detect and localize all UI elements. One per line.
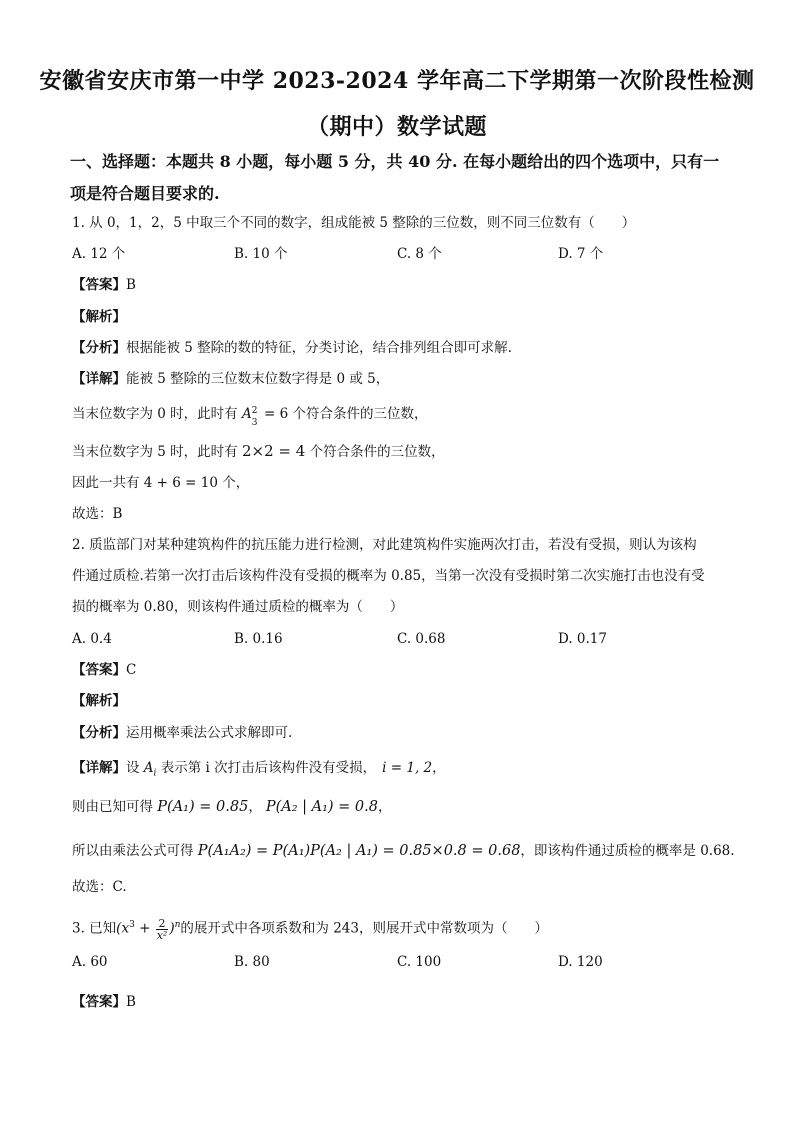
q1-answer-value: B (126, 277, 136, 293)
q3-option-b: B. 80 (234, 954, 270, 970)
q1-option-b: B. 10 个 (234, 246, 288, 262)
q1-detail-row-1 (72, 369, 389, 389)
q3-fraction (156, 918, 169, 941)
q2-jiexi-row (72, 691, 126, 711)
document-title-line-1: 安徽省安庆市第一中学 2023-2024 学年高二下学期第一次阶段性检测 (39, 68, 755, 94)
event-symbol: A (143, 760, 154, 776)
q1-detail-row-3 (72, 441, 445, 462)
q1-detail-row-2 (72, 404, 428, 428)
q1-detail-3-formula: 2×2 = 4 (241, 442, 306, 460)
q1-conclusion: 故选：B (72, 506, 123, 522)
q1-stem: 1. 从 0，1，2，5 中取三个不同的数字，组成能被 5 整除的三位数，则不同三位数有（ ） (72, 215, 636, 231)
q3-binomial-close: ) (169, 920, 175, 937)
q2-conclusion: 故选：C. (72, 879, 127, 895)
q2-detail-row-1 (72, 758, 446, 784)
q2-analysis-text: 运用概率乘法公式求解即可. (126, 725, 293, 741)
q2-option-d: D. 0.17 (558, 631, 607, 647)
xiangjie-label: 【详解】 (72, 371, 126, 387)
q1-detail-text-1: 能被 5 整除的三位数末位数字得是 0 或 5， (126, 371, 390, 387)
q3-option-c: C. 100 (397, 954, 442, 970)
q2-answer-value: C (126, 662, 137, 678)
q3-binomial-exponent: 3 (129, 920, 135, 930)
q1-detail-row-4: 因此一共有 4 + 6 = 10 个， (72, 475, 250, 491)
q3-option-a: A. 60 (72, 954, 108, 970)
q3-binomial-open: (x (116, 920, 130, 937)
q2-detail-row-3 (72, 841, 735, 861)
q2-detail-row-2 (72, 797, 391, 817)
q1-option-a: A. 12 个 (72, 246, 126, 262)
q2-detail-2-sep: ， (248, 799, 262, 815)
q3-option-d: D. 120 (558, 954, 603, 970)
permutation-lower-index: 3 (251, 418, 258, 428)
q2-detail-2-lead: 则由已知可得 (72, 799, 158, 815)
q1-detail-3-tail: 个符合条件的三位数， (305, 444, 445, 460)
q2-detail-3-tail: ，即该构件通过质检的概率是 0.68. (520, 843, 735, 859)
q3-stem-tail: 的展开式中各项系数和为 243，则展开式中常数项为（ ） (180, 920, 548, 937)
answer-label: 【答案】 (72, 662, 126, 678)
jiexi-label: 【解析】 (72, 309, 126, 325)
jiexi-label: 【解析】 (72, 693, 126, 709)
q3-fraction-numerator: 2 (156, 918, 169, 930)
q2-option-c: C. 0.68 (397, 631, 446, 647)
q3-fraction-denominator: x² (156, 928, 168, 942)
q3-answer-value: B (126, 994, 136, 1010)
prob-a1: P(A₁) = 0.85 (157, 799, 249, 815)
q2-stem-line-3: 损的概率为 0.80，则该构件通过质检的概率为（ ） (72, 599, 404, 615)
permutation-upper-index: 2 (251, 406, 258, 416)
q3-binomial-power: n (174, 920, 181, 930)
q1-option-c: C. 8 个 (397, 246, 442, 262)
fenxi-label: 【分析】 (72, 725, 126, 741)
q2-stem-line-2: 件通过质检.若第一次打击后该构件没有受损的概率为 0.85，当第一次没有受损时第二次实施打击也没有受 (72, 568, 705, 584)
q2-detail-1-tail: ， (432, 760, 446, 776)
q2-option-b: B. 0.16 (234, 631, 283, 647)
answer-label: 【答案】 (72, 994, 126, 1010)
q1-detail-3-lead: 当末位数字为 5 时，此时有 (72, 444, 242, 460)
xiangjie-label: 【详解】 (72, 760, 126, 776)
q2-detail-3-lead: 所以由乘法公式可得 (72, 843, 198, 859)
q2-detail-1-lead: 设 (126, 760, 144, 776)
q1-detail-2-tail: = 6 个符合条件的三位数， (259, 406, 428, 422)
q1-option-d: D. 7 个 (558, 246, 604, 262)
index-range: i = 1, 2 (382, 760, 433, 776)
q2-answer-row (72, 660, 136, 680)
answer-label: 【答案】 (72, 277, 126, 293)
q2-detail-1-mid: 表示第 i 次打击后该构件没有受损， (156, 760, 377, 776)
q2-option-a: A. 0.4 (72, 631, 112, 647)
section-heading-line-1: 一、选择题：本题共 8 小题，每小题 5 分，共 40 分. 在每小题给出的四个选项中，只有一 (70, 152, 720, 171)
q2-analysis-row (72, 723, 292, 743)
fenxi-label: 【分析】 (72, 340, 126, 356)
section-heading-line-2: 项是符合题目要求的. (70, 184, 220, 203)
q1-detail-2-lead: 当末位数字为 0 时，此时有 (72, 406, 242, 422)
event-subscript: i (153, 768, 157, 779)
q3-stem-lead: 3. 已知 (72, 920, 117, 937)
q1-answer-row (72, 275, 136, 295)
q1-analysis-text: 根据能被 5 整除的数的特征，分类讨论，结合排列组合即可求解. (126, 340, 512, 356)
document-title-line-2: （期中）数学试题 (306, 114, 487, 140)
multiplication-formula: P(A₁A₂) = P(A₁)P(A₂ | A₁) = 0.85×0.8 = 0.68 (197, 843, 521, 859)
prob-a2-given-a1: P(A₂ | A₁) = 0.8 (265, 799, 378, 815)
q1-analysis-row (72, 338, 512, 358)
q3-answer-row (72, 992, 136, 1012)
q3-stem (72, 912, 548, 942)
permutation-symbol: A (241, 406, 252, 422)
q2-stem-line-1: 2. 质监部门对某种建筑构件的抗压能力进行检测，对此建筑构件实施两次打击，若没有受损，则认为该构 (72, 537, 697, 553)
q3-binomial-plus: + (134, 920, 155, 937)
q2-detail-2-tail: ， (377, 799, 392, 815)
q1-jiexi-row (72, 307, 126, 327)
